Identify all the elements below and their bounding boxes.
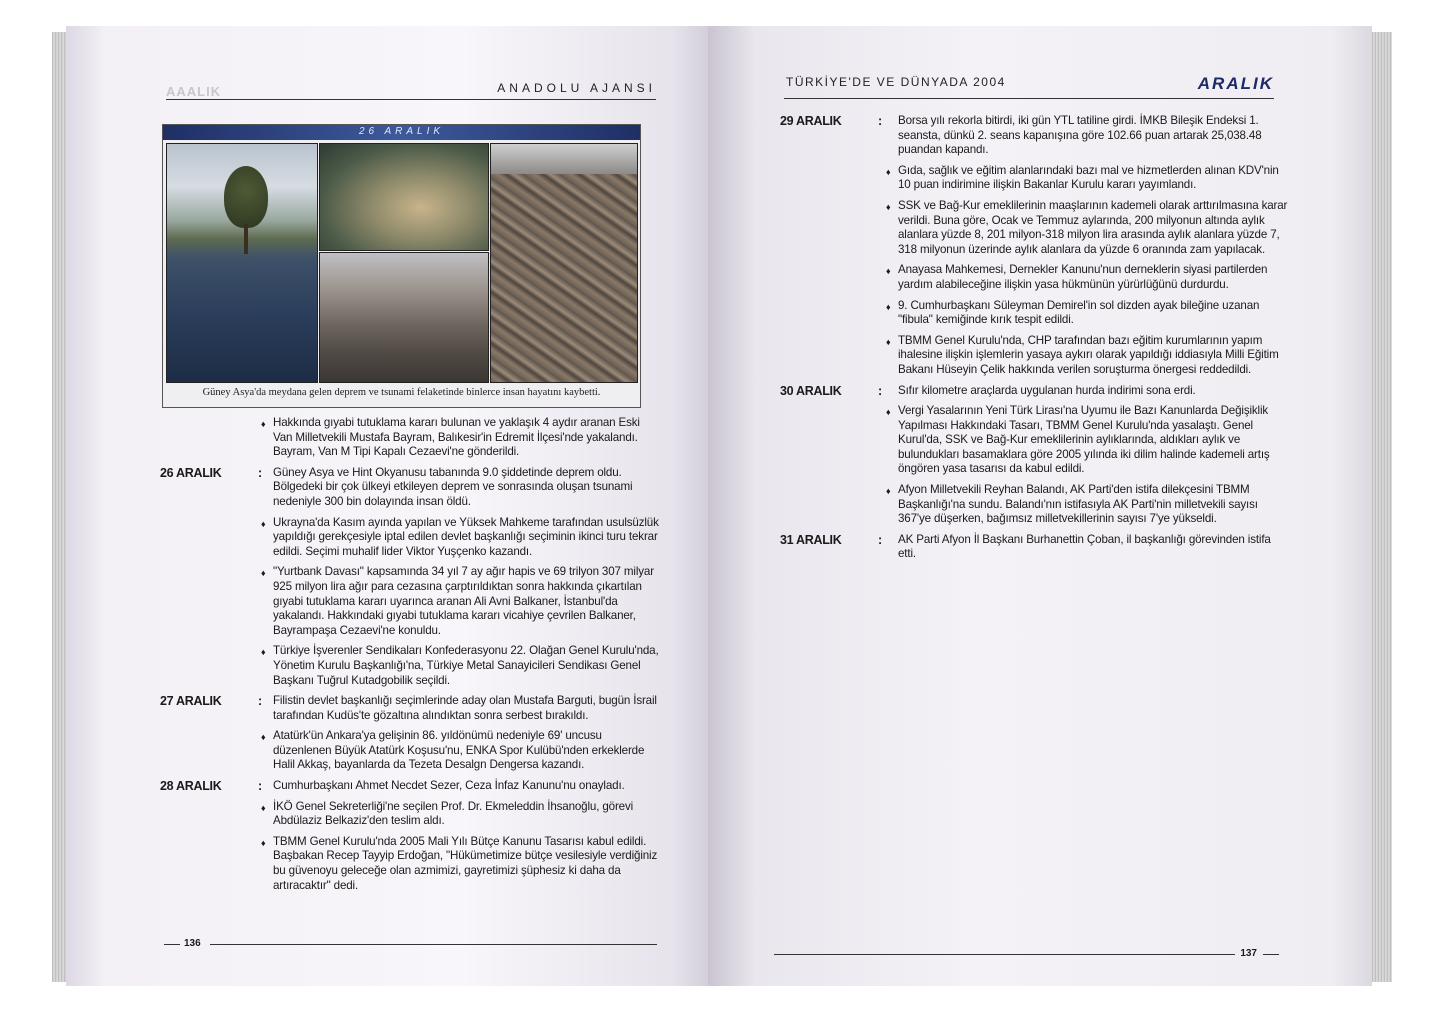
tree-trunk-shape xyxy=(244,224,248,254)
chronology-entry xyxy=(160,694,660,773)
chronology-entry xyxy=(160,466,660,688)
ghost-header-text: AAALIK xyxy=(166,84,222,99)
news-item-text: Afyon Milletvekili Reyhan Balandı, AK Parti'den istifa dilekçesini TBMM Başkanlığı'na sundu. Balandı'nın istifasıyla AK Parti'nin milletvekili sayısı 367'ye düşerken, bağımsız milletvekillerinin sayısı 7'ye yükseldi. xyxy=(898,483,1258,526)
entry-date: 31 ARALIK xyxy=(780,532,842,547)
date-colon: : xyxy=(258,694,263,709)
entry-text-column xyxy=(261,779,660,893)
news-item xyxy=(273,694,660,723)
date-colon: : xyxy=(878,383,883,398)
figure-title-band xyxy=(163,125,640,140)
diamond-bullet-icon: ♦ xyxy=(886,336,891,347)
news-item-text: TBMM Genel Kurulu'nda, CHP tarafından bazı eğitim kurumlarının yapım ihalesine ilişkin işlemlerin yasaya aykırı olarak yapıldığı iddiasıyla Milli Eğitim Bakanı Hüseyin Çelik hakkında verilen soruşturma önergesi reddedildi. xyxy=(898,333,1279,376)
chronology-entry xyxy=(780,384,1290,527)
photo-rubble xyxy=(490,143,638,383)
footer-dash xyxy=(164,944,180,945)
photo-flooded-lake xyxy=(166,143,318,383)
news-item xyxy=(886,198,1290,257)
date-colon: : xyxy=(258,779,263,794)
page-number: 136 xyxy=(184,938,201,949)
news-item-text: Vergi Yasalarının Yeni Türk Lirası'na Uyumu ile Bazı Kanunlarda Değişiklik Yapılması Hakkındaki Tasarı, TBMM Genel Kurulu'nda yasalaştı. Genel Kurul'da, SSK ve Bağ-Kur emeklilerinin aylıklarında, aldıkları aylık ve bulundukları basamaklara göre 2005 yılında iki dilim halinde kademeli artış öngören yasa tasarısı da kabul edildi. xyxy=(898,404,1270,476)
news-item-text: "Yurtbank Davası" kapsamında 34 yıl 7 ay ağır hapis ve 69 trilyon 307 milyar 925 milyon lira ağır para cezasına çarptırıldıktan sonra hakkında çıkartılan gıyabi tutuklama kararı uyarınca aranan Ali Avni Balkaner, İstanbul'da yakalandı. Hakkındaki gıyabi tutuklama kararı vicahiye çevrilen Balkaner, Bayrampaşa Cezaevi'ne konuldu. xyxy=(273,565,654,637)
left-footer xyxy=(164,938,657,950)
news-item-text: Borsa yılı rekorla bitirdi, iki gün YTL tatiline girdi. İMKB Bileşik Endeksi 1. seansta, dünkü 2. seans kapanışına göre 102.66 puan artarak 25,038.48 puandan kapandı. xyxy=(898,114,1262,157)
news-item-text: Atatürk'ün Ankara'ya gelişinin 86. yıldönümü nedeniyle 69' uncusu düzenlenen Büyük Atatürk Koşusu'nu, ENKA Spor Kulübü'nden erkeklerde Halil Akkaş, bayanlarda da Tezeta Desalgn Dengersa kazandı. xyxy=(273,729,645,772)
news-item xyxy=(886,483,1290,527)
entry-text-column xyxy=(886,114,1290,378)
news-item xyxy=(261,416,660,460)
news-item xyxy=(261,565,660,638)
news-item-text: İKÖ Genel Sekreterliği'ne seçilen Prof. Dr. Ekmeleddin İhsanoğlu, görevi Abdülaziz Belkaziz'den teslim aldı. xyxy=(273,799,634,828)
tree-shape xyxy=(224,166,268,228)
entry-date: 27 ARALIK xyxy=(160,694,222,709)
diamond-bullet-icon: ♦ xyxy=(886,301,891,312)
diamond-bullet-icon: ♦ xyxy=(261,647,266,658)
diamond-bullet-icon: ♦ xyxy=(886,166,891,177)
right-page xyxy=(708,26,1372,986)
month-title: ARALIK xyxy=(1197,74,1274,93)
entry-text-column xyxy=(261,416,660,460)
footer-rule xyxy=(774,954,1235,955)
diamond-bullet-icon: ♦ xyxy=(886,407,891,418)
diamond-bullet-icon: ♦ xyxy=(261,837,266,848)
news-item xyxy=(886,263,1290,292)
news-item-text: Güney Asya ve Hint Okyanusu tabanında 9.0 şiddetinde deprem oldu. Bölgedeki bir çok ülkeyi etkileyen deprem ve sonrasında oluşan tsunami nedeniyle 300 bin dolayında insan öldü. xyxy=(273,465,633,508)
chronology-entry xyxy=(780,533,1290,562)
news-item xyxy=(261,515,660,560)
news-item xyxy=(886,163,1290,193)
news-item-text: SSK ve Bağ-Kur emeklilerinin maaşlarının kademeli olarak arttırılmasına karar verildi. Buna göre, Ocak ve Temmuz aylarında, 200 milyonun altında aylık alanlara yüzde 8, 201 milyon-318 milyon lira arasında aylık alanlara yüzde 7, 318 milyonun üzerinde aylık alanlara da yüzde 6 oranında zam yapılacak. xyxy=(898,198,1288,256)
news-item xyxy=(898,114,1290,158)
diamond-bullet-icon: ♦ xyxy=(261,518,266,529)
left-entries xyxy=(160,416,660,899)
chronology-entry xyxy=(160,779,660,893)
right-footer xyxy=(774,948,1279,960)
news-item xyxy=(261,834,660,893)
entry-date: 30 ARALIK xyxy=(780,383,842,398)
publisher-name: ANADOLU AJANSI xyxy=(497,81,656,95)
news-item-text: AK Parti Afyon İl Başkanı Burhanettin Çoban, il başkanlığı görevinden istifa etti. xyxy=(898,532,1271,561)
right-running-header xyxy=(784,74,1274,99)
entry-date: 28 ARALIK xyxy=(160,779,222,794)
news-item-text: Hakkında gıyabi tutuklama kararı bulunan ve yaklaşık 4 aydır aranan Eski Van Milletvekili Mustafa Bayram, Balıkesir'in Edremit İlçesi'nde yakalandı. Bayram, Van M Tipi Kapalı Cezaevi'ne gönderildi. xyxy=(273,416,640,459)
footer-rule xyxy=(210,944,657,945)
open-book xyxy=(52,26,1392,986)
left-page xyxy=(66,26,726,986)
news-item-text: Anayasa Mahkemesi, Dernekler Kanunu'nun derneklerin siyasi partilerden yardım alabileceğine ilişkin yasa hükmünün yürürlüğünü durdurdu. xyxy=(898,263,1268,291)
date-colon: : xyxy=(878,532,883,547)
news-item-text: Gıda, sağlık ve eğitim alanlarındaki bazı mal ve hizmetlerden alınan KDV'nin 10 puan indirimine ilişkin Bakanlar Kurulu kararı yayımlandı. xyxy=(898,163,1279,192)
news-item-text: Sıfır kilometre araçlarda uygulanan hurda indirimi sona erdi. xyxy=(898,383,1196,397)
news-item xyxy=(898,384,1290,399)
diamond-bullet-icon: ♦ xyxy=(886,266,891,277)
page-edges-right xyxy=(1370,32,1392,982)
figure-band-title: 26 ARALIK xyxy=(358,126,445,137)
left-running-header xyxy=(166,81,656,100)
entry-text-column xyxy=(261,694,660,773)
date-colon: : xyxy=(878,114,883,128)
book-title: TÜRKİYE'DE VE DÜNYADA 2004 xyxy=(786,75,1006,89)
diamond-bullet-icon: ♦ xyxy=(261,802,266,813)
news-item xyxy=(273,466,660,510)
news-item xyxy=(261,644,660,688)
news-item xyxy=(273,779,660,794)
photo-aerial-coast xyxy=(319,143,489,251)
news-item xyxy=(898,533,1290,562)
news-item-text: Ukrayna'da Kasım ayında yapılan ve Yüksek Mahkeme tarafından usulsüzlük yapıldığı gerekçesiyle iptal edilen devlet başkanlığı seçiminin ikinci turu tekrar edildi. Seçimi muhalif lider Viktor Yuşçenko kazandı. xyxy=(273,515,659,558)
photo-street-debris xyxy=(319,252,489,383)
date-colon: : xyxy=(258,465,263,480)
chronology-entry xyxy=(160,416,660,460)
diamond-bullet-icon: ♦ xyxy=(261,419,266,429)
news-item-text: Filistin devlet başkanlığı seçimlerinde aday olan Mustafa Barguti, bugün İsrail tarafından Kudüs'te gözaltına alındıktan sonra serbest bırakıldı. xyxy=(273,694,657,722)
entry-date: 26 ARALIK xyxy=(160,465,222,480)
news-item-text: 9. Cumhurbaşkanı Süleyman Demirel'in sol dizden ayak bileğine uzanan "fibula" kemiğinde kırık tespit edildi. xyxy=(898,298,1260,327)
diamond-bullet-icon: ♦ xyxy=(261,732,266,743)
page-number: 137 xyxy=(1240,948,1257,959)
news-item xyxy=(886,298,1290,328)
entry-text-column xyxy=(898,533,1290,562)
diamond-bullet-icon: ♦ xyxy=(886,486,891,497)
figure-caption: Güney Asya'da meydana gelen deprem ve tsunami felaketinde binlerce insan hayatını kaybetti. xyxy=(202,387,601,398)
rubble-sky xyxy=(491,144,637,174)
chronology-entry xyxy=(780,114,1290,378)
news-item xyxy=(261,729,660,773)
news-item-text: TBMM Genel Kurulu'nda 2005 Mali Yılı Bütçe Kanunu Tasarısı kabul edildi. Başbakan Recep Tayyip Erdoğan, "Hükümetimize bütçe vesilesiyle verdiğiniz bu güvenoyu geleceğe olan azmimizi, gayretimizi şüphesiz ki daha da artıracaktır" dedi. xyxy=(273,834,658,892)
entry-text-column xyxy=(261,465,660,688)
diamond-bullet-icon: ♦ xyxy=(261,568,266,579)
photo-figure xyxy=(162,124,641,408)
news-item-text: Cumhurbaşkanı Ahmet Necdet Sezer, Ceza İnfaz Kanunu'nu onayladı. xyxy=(273,779,625,793)
entry-text-column xyxy=(886,383,1290,527)
footer-dash xyxy=(1263,954,1279,955)
right-entries xyxy=(780,114,1290,568)
news-item-text: Türkiye İşverenler Sendikaları Konfederasyonu 22. Olağan Genel Kurulu'nda, Yönetim Kurulu Başkanlığı'na, Türkiye Metal Sanayicileri Sendikası Genel Başkanı Tuğrul Kutadgobilik seçildi. xyxy=(273,644,659,687)
news-item xyxy=(886,333,1290,378)
diamond-bullet-icon: ♦ xyxy=(886,201,891,212)
news-item xyxy=(261,799,660,829)
entry-date: 29 ARALIK xyxy=(780,114,842,128)
news-item xyxy=(886,404,1290,477)
